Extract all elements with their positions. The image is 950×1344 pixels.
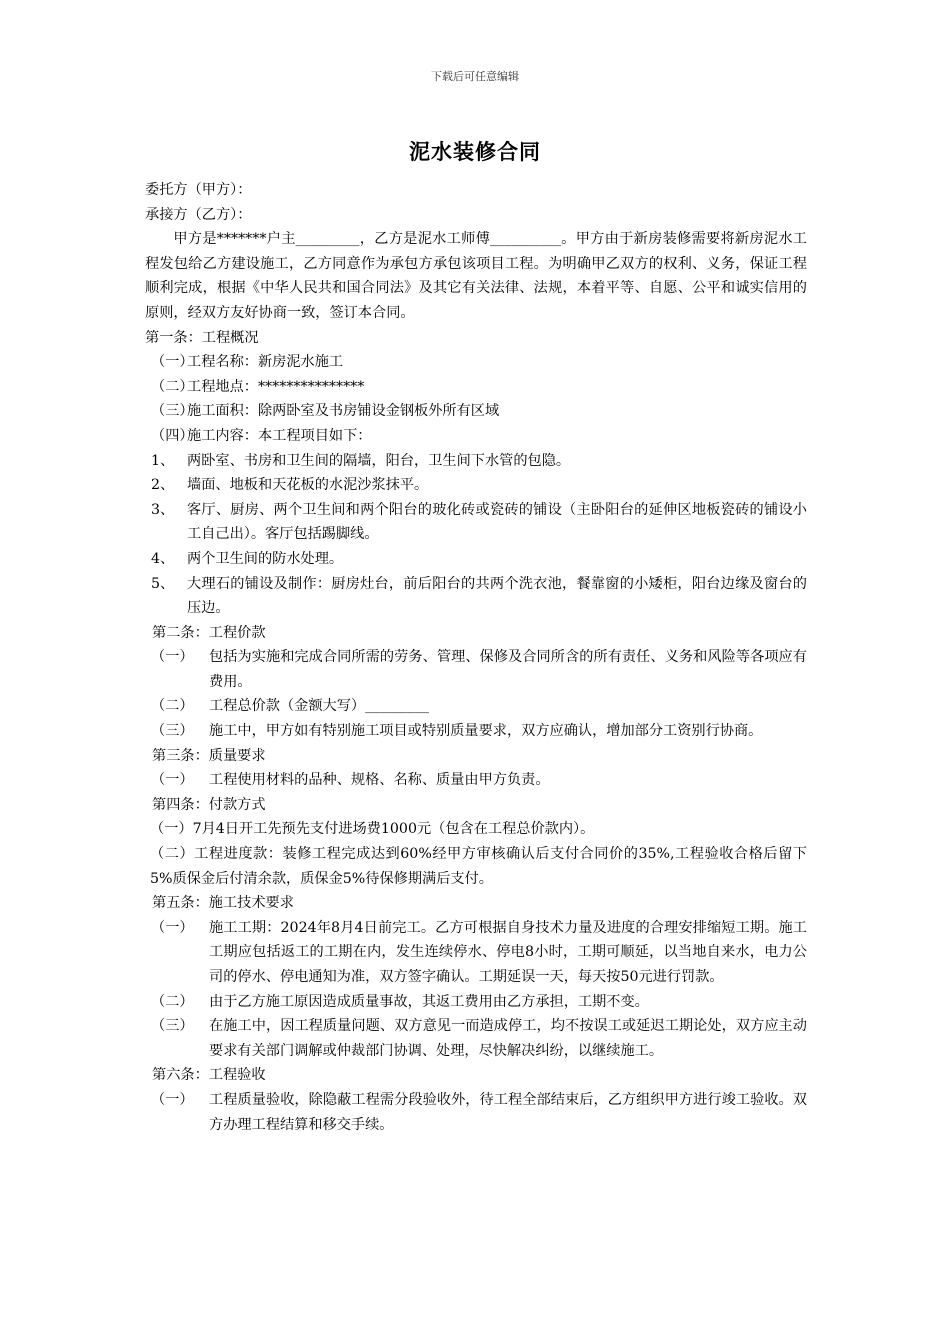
document-title: 泥水装修合同 — [409, 139, 541, 164]
item-text: 包括为实施和完成合同所需的劳务、管理、保修及合同所含的所有责任、义务和风险等各项应有费用。 — [209, 649, 807, 690]
list-item — [145, 1088, 807, 1137]
list-item — [145, 916, 807, 990]
item-text: 施工内容：本工程项目如下： — [187, 427, 372, 444]
item-marker: （四） — [151, 427, 194, 444]
list-item — [145, 1014, 807, 1063]
item-text: 由于乙方施工原因造成质量事故，其返工费用由乙方承担，工期不变。 — [209, 993, 649, 1010]
payment-clause-2: （二）工程进度款：装修工程完成达到60%经甲方审核确认后支付合同价的35%,工程验收合格后留下5%质保金后付清余款，质保金5%待保修期满后支付。 — [150, 846, 807, 887]
item-text: 工程总价款（金额大写）_________ — [209, 698, 429, 715]
item-marker: （三） — [151, 723, 194, 740]
list-item — [145, 645, 807, 694]
list-item — [145, 990, 807, 1015]
list-item — [145, 424, 807, 449]
party-b-line: 承接方（乙方）： — [145, 206, 252, 223]
list-item — [145, 350, 807, 375]
item-marker: （一） — [151, 1091, 194, 1108]
item-marker: （二） — [151, 698, 194, 715]
item-text: 在施工中，因工程质量问题、双方意见一而造成停工，均不按误工或延迟工期论处，双方应主动要求有关部门调解或仲裁部门协调、处理，尽快解决纠纷，以继续施工。 — [209, 1018, 807, 1059]
work-item — [145, 572, 807, 621]
contract-body — [145, 178, 807, 1137]
item-text: 施工工期：2024年8月4日前完工。乙方可根据自身技术力量及进度的合理安排缩短工期。施工工期应包括返工的工期在内，发生连续停水、停电8小时，工期可顺延，以当地自来水，电力公司的停水、停电通知为准，双方签字确认。工期延误一天，每天按50元进行罚款。 — [209, 919, 807, 985]
item-marker: （二） — [151, 378, 194, 395]
item-text: 客厅、厨房、两个卫生间和两个阳台的玻化砖或瓷砖的铺设（主卧阳台的延伸区地板瓷砖的铺设小工自己出）。客厅包括踢脚线。 — [187, 501, 807, 543]
item-marker: （三） — [151, 403, 194, 420]
item-marker: （三） — [151, 1018, 194, 1035]
section-heading: 第一条：工程概况 — [145, 329, 259, 346]
item-marker: 1、 — [151, 452, 175, 469]
item-marker: （一） — [151, 354, 194, 371]
list-item — [145, 768, 807, 793]
section-heading: 第二条：工程价款 — [152, 624, 266, 641]
item-text: 施工面积：除两卧室及书房铺设金钢板外所有区域 — [187, 403, 500, 420]
item-text: 施工中，甲方如有特别施工项目或特别质量要求，双方应确认，增加部分工资别行协商。 — [209, 723, 763, 740]
payment-clause-1: （一）7月4日开工先预先支付进场费1000元（包含在工程总价款内）。 — [150, 821, 595, 838]
work-item — [145, 547, 807, 572]
item-text: 工程地点：*************** — [187, 378, 365, 395]
item-marker: 5、 — [151, 575, 175, 592]
item-marker: （一） — [151, 919, 194, 936]
list-item — [145, 719, 807, 744]
item-text: 工程质量验收，除隐蔽工程需分段验收外，待工程全部结束后，乙方组织甲方进行竣工验收。双方办理工程结算和移交手续。 — [209, 1091, 807, 1133]
section-heading: 第六条：工程验收 — [152, 1067, 266, 1084]
item-text: 工程名称：新房泥水施工 — [187, 354, 344, 371]
item-text: 两卧室、书房和卫生间的隔墙，阳台，卫生间下水管的包隐。 — [187, 452, 571, 469]
item-text: 工程使用材料的品种、规格、名称、质量由甲方负责。 — [209, 772, 550, 789]
item-marker: （二） — [151, 993, 194, 1010]
work-item — [145, 473, 807, 498]
item-text: 大理石的铺设及制作：厨房灶台，前后阳台的共两个洗衣池，餐靠窗的小矮柜，阳台边缘及窗台的压边。 — [187, 575, 807, 617]
item-marker: 3、 — [151, 501, 175, 518]
list-item — [145, 375, 807, 400]
intro-paragraph: 甲方是*******户主_________，乙方是泥水工师傅__________。甲方由于新房装修需要将新房泥水工程发包给乙方建设施工，乙方同意作为承包方承包该项目工程。为明确甲乙双方的权利、义务，保证工程顺利完成，根据《中华人民共和国合同法》及其它有关法律、法规，本着平等、自愿、公平和诚实信用的原则，经双方友好协商一致，签订本合同。 — [145, 231, 807, 321]
item-marker: （一） — [151, 772, 194, 789]
list-item — [145, 399, 807, 424]
item-text: 两个卫生间的防水处理。 — [187, 550, 344, 567]
section-heading: 第五条：施工技术要求 — [152, 895, 294, 912]
item-marker: 2、 — [151, 477, 175, 494]
section-heading: 第三条：质量要求 — [152, 747, 266, 764]
party-a-line: 委托方（甲方）： — [145, 182, 252, 198]
item-text: 墙面、地板和天花板的水泥沙浆抹平。 — [187, 477, 429, 494]
work-item — [145, 449, 807, 474]
work-item — [145, 498, 807, 547]
section-heading: 第四条：付款方式 — [152, 796, 266, 813]
page-header: 下载后可任意编辑 — [431, 70, 519, 83]
item-marker: （一） — [151, 649, 194, 666]
list-item — [145, 694, 807, 719]
item-marker: 4、 — [151, 550, 175, 567]
